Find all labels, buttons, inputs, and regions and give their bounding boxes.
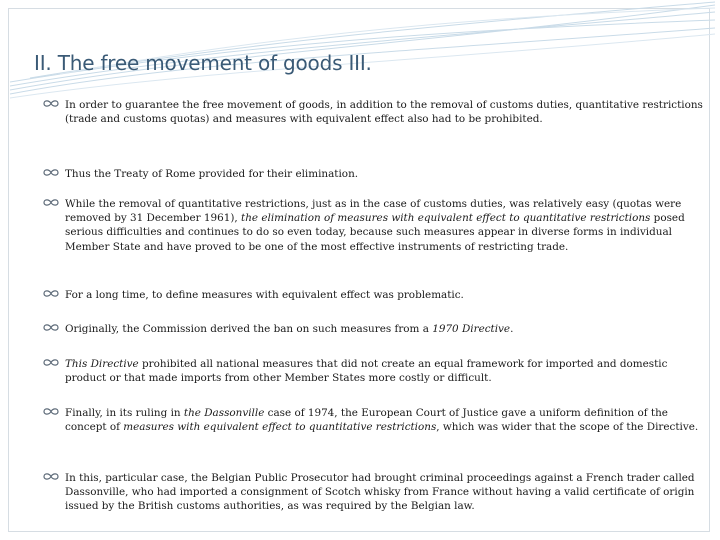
italic-text: the elimination of measures with equivalent effect to quantitative restrictions (241, 212, 651, 225)
bullet-text (65, 99, 703, 125)
infinity-bullet-icon (42, 472, 60, 481)
infinity-bullet-icon (42, 99, 60, 108)
infinity-bullet-icon (42, 407, 60, 416)
text-run: posed serious difficulties and continues to do so even today, because such measures appear in diverse forms in individual Member State and have proved to be one of the most effective instruments of restricting trade. (65, 212, 685, 253)
italic-text: 1970 Directive (432, 323, 511, 335)
bullet-text (65, 323, 513, 335)
bullet-item (40, 197, 705, 254)
text-run: Finally, in its ruling in (65, 407, 184, 419)
slide-title: II. The free movement of goods III. (34, 51, 372, 75)
bullet-text (65, 289, 464, 301)
italic-text: measures with equivalent effect to quantitative restrictions (123, 421, 437, 434)
text-run: Thus the Treaty of Rome provided for their elimination. (65, 168, 359, 180)
bullet-text (65, 407, 698, 433)
bullet-text (65, 198, 685, 253)
text-run: prohibited all national measures that did not create an equal framework for imported and domestic product or that made imports from other Member States more costly or difficult. (65, 358, 668, 385)
text-run: In this, particular case, the Belgian Public Prosecutor had brought criminal proceedings against a French trader called Dassonville, who had imported a consignment of Scotch whisky from France without having a valid certificate of origin issued by the British customs authorities, as was required by the Belgian law. (65, 472, 695, 513)
bullet-item (40, 98, 705, 126)
bullet-item (40, 288, 705, 302)
text-run: . (510, 323, 514, 335)
infinity-bullet-icon (42, 323, 60, 332)
bullet-item (40, 322, 705, 336)
bullet-text (65, 358, 667, 384)
text-run: While the removal of quantitative restrictions, just as in the case of customs duties, was relatively easy (quotas were removed by 31 December 1961), (65, 198, 682, 225)
bullet-item (40, 357, 705, 385)
bullet-text (65, 168, 358, 180)
text-run: , which was wider that the scope of the Directive. (436, 421, 699, 434)
infinity-bullet-icon (42, 198, 60, 207)
slide-frame (8, 8, 710, 532)
text-run: case of 1974, the European Court of Justice gave a uniform definition of the concept of (65, 407, 668, 434)
bullet-text (65, 472, 695, 512)
infinity-bullet-icon (42, 289, 60, 298)
italic-text: This Directive (65, 358, 139, 370)
bullet-item (40, 406, 705, 434)
italic-text: the Dassonville (183, 407, 265, 419)
text-run: For a long time, to define measures with equivalent effect was problematic. (65, 289, 464, 301)
bullet-item (40, 167, 705, 181)
infinity-bullet-icon (42, 168, 60, 177)
bullet-item (40, 471, 705, 514)
text-run: In order to guarantee the free movement of goods, in addition to the removal of customs duties, quantitative restrictions (trade and customs quotas) and measures with equivalent effect also had to be prohibited. (65, 99, 703, 126)
text-run: Originally, the Commission derived the ban on such measures from a (65, 323, 433, 335)
infinity-bullet-icon (42, 358, 60, 367)
